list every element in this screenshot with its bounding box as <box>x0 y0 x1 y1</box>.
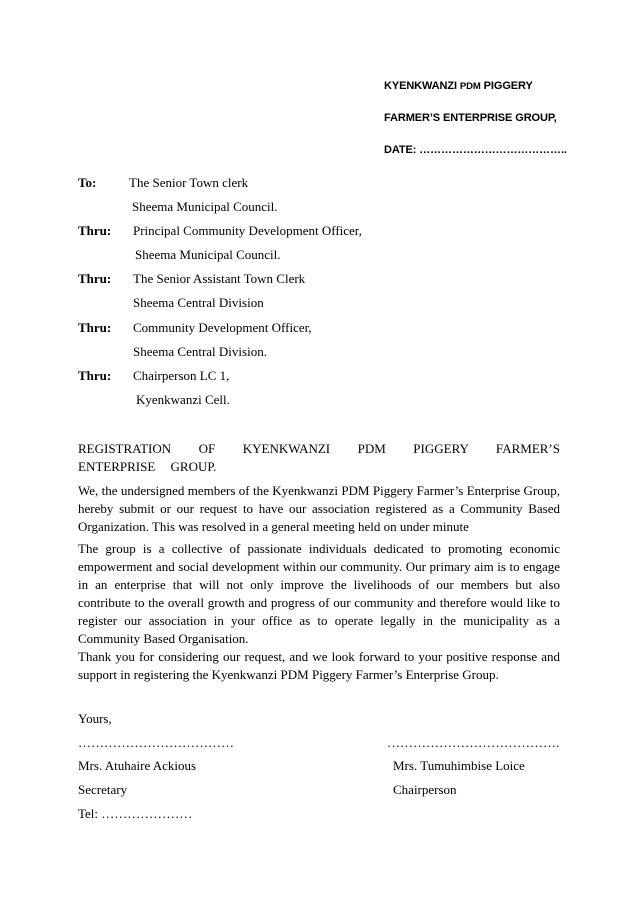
signature-line-right: …………………………………. <box>387 735 560 750</box>
letter-subject: REGISTRATION OF KYENKWANZI PDM PIGGERY FARMER’S ENTERPRISE GROUP. <box>78 441 560 474</box>
body-paragraph: We, the undersigned members of the Kyenkwanzi PDM Piggery Farmer’s Enterprise Group, hereby submit or our request to have our association registered as a Community Based Organization. This was resolved in a general meeting held on under minute <box>78 483 560 534</box>
body-paragraph: The group is a collective of passionate individuals dedicated to promoting economic empowerment and social development within our community. Our primary aim is to engage in an enterprise that will not only improve the livelihoods of our members but also contribute to the overall growth and progress of our community and therefore would like to register our association in your office as to operate legally in the municipality as a Community Based Organisation. <box>78 541 560 646</box>
recipient-line: Community Development Officer, <box>133 320 312 335</box>
recipient-line: The Senior Assistant Town Clerk <box>133 271 306 286</box>
closing-salutation: Yours, <box>78 711 112 726</box>
recipient-line: Chairperson LC 1, <box>133 368 230 383</box>
header-date: DATE: ………………………………….. <box>384 144 567 156</box>
header-group-name-part1: KYENKWANZI <box>384 80 460 92</box>
recipient-label: Thru: <box>78 320 112 335</box>
signatory-title-right: Chairperson <box>393 782 457 797</box>
recipient-line: Kyenkwanzi Cell. <box>136 392 230 407</box>
header-group-name <box>384 80 533 92</box>
recipient-line: Sheema Municipal Council. <box>132 199 278 214</box>
recipient-label: To: <box>78 175 97 190</box>
recipient-line: Sheema Central Division. <box>133 344 267 359</box>
header-group-name-part3: PIGGERY <box>480 80 533 92</box>
signatory-title-left: Secretary <box>78 782 128 797</box>
recipient-line: The Senior Town clerk <box>129 175 249 190</box>
header-group-name-pdm: PDM <box>459 81 481 92</box>
recipient-label: Thru: <box>78 223 112 238</box>
recipient-line: Principal Community Development Officer, <box>133 223 362 238</box>
recipient-line: Sheema Central Division <box>133 295 264 310</box>
signatory-tel: Tel: ………………… <box>78 806 193 821</box>
recipient-label: Thru: <box>78 271 112 286</box>
signatory-name-right: Mrs. Tumuhimbise Loice <box>393 758 525 773</box>
recipient-label: Thru: <box>78 368 112 383</box>
signatory-name-left: Mrs. Atuhaire Ackious <box>78 758 197 773</box>
body-paragraph: Thank you for considering our request, and we look forward to your positive response and support in registering the Kyenkwanzi PDM Piggery Farmer’s Enterprise Group. <box>78 649 560 682</box>
header-group-name-line2: FARMER’S ENTERPRISE GROUP, <box>384 112 557 124</box>
recipient-line: Sheema Municipal Council. <box>135 247 281 262</box>
signature-line-left: ……………………………… <box>78 735 234 750</box>
